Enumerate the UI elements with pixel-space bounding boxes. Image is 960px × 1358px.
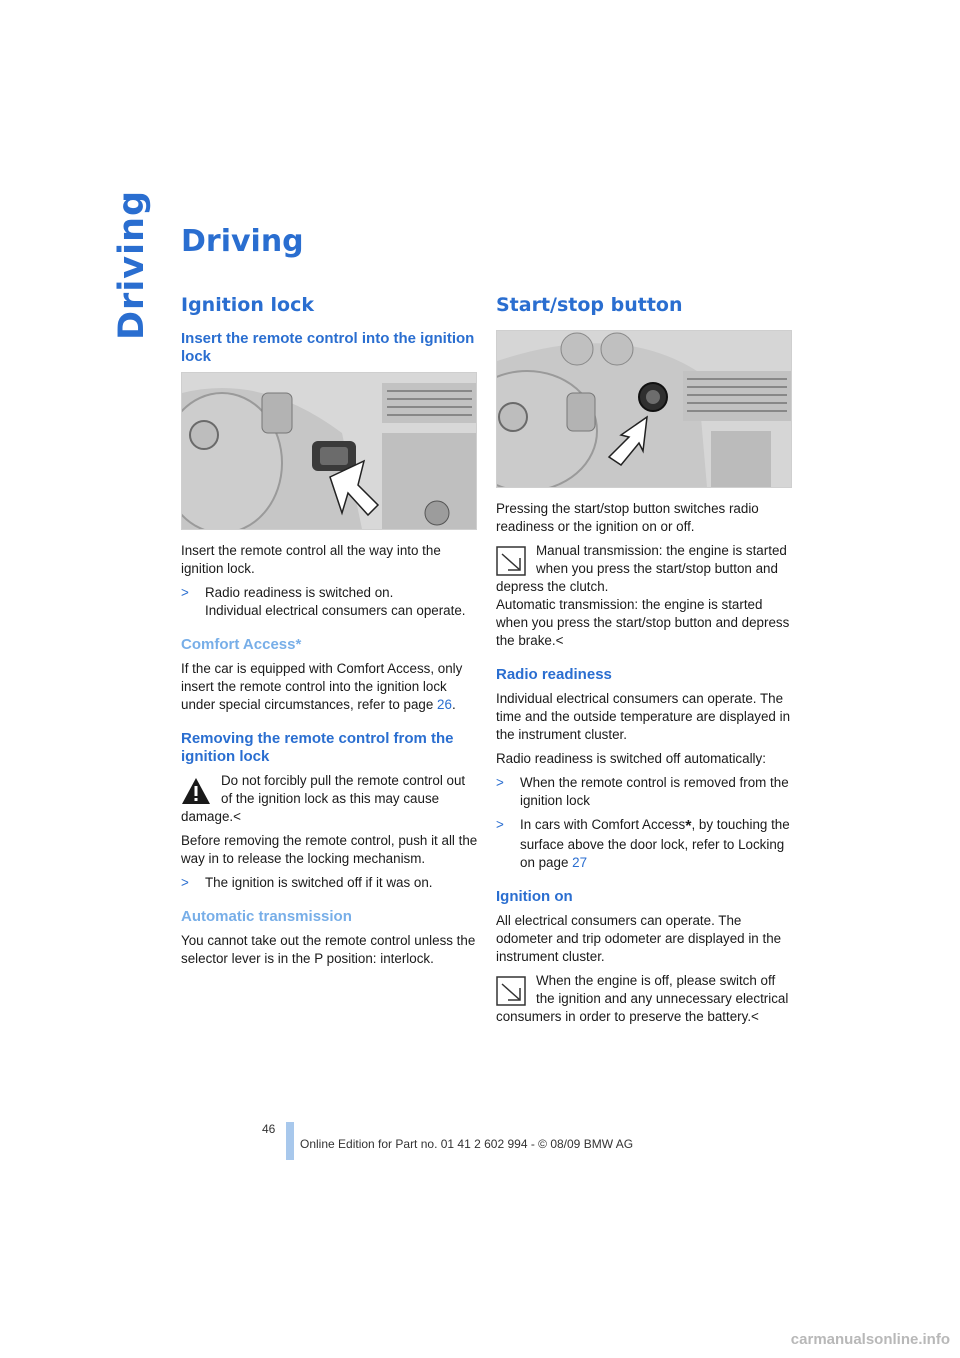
bullet-comfort-access [496,816,794,872]
subheading-ignition-on: Ignition on [496,888,573,905]
paragraph-ignition-on: All electrical consumers can operate. The odometer and trip odometer are displayed in the instrument cluster. [496,913,782,964]
page-number: 46 [262,1122,276,1136]
left-column [181,294,479,974]
bullet-ignition-off [181,874,479,892]
optional-star: * [685,818,692,835]
photo-start-stop-button [496,330,792,488]
subheading-automatic-transmission: Automatic transmission [181,908,352,925]
comfort-end: . [451,697,456,712]
paragraph-radio-readiness: Individual electrical consumers can operate. The time and the outside temperature are displayed in the instrument cluster. [496,691,791,742]
bullet-text: The ignition is switched off if it was on. [205,875,433,890]
paragraph-comfort-access [181,660,479,714]
page-link-26[interactable]: 26 [437,697,452,712]
footer-accent-bar [286,1122,294,1160]
bullet-mark: > [181,875,189,890]
bullet-text-pre: In cars with Comfort Access [520,817,686,832]
warning-triangle-icon [181,776,211,806]
bullet-text-post: , by touching the surface above the door lock, refer to Locking on page [520,817,790,870]
bullet-mark: > [181,585,189,600]
bullet-line-2: Individual electrical consumers can operate. [205,603,466,618]
photo-ignition-lock [181,372,477,530]
end-mark: < [233,809,241,824]
paragraph-automatic-transmission: You cannot take out the remote control unless the selector lever is in the P position: interlock. [181,933,476,966]
page-title: Driving [181,224,304,259]
subheading-removing-remote: Removing the remote control from the ignition lock [181,730,454,765]
warning-text: Do not forcibly pull the remote control out of the ignition lock as this may cause damage. [181,773,466,824]
note-manual-text: Manual transmission: the engine is started when you press the start/stop button and depress the clutch. [496,543,787,594]
note-battery-text: When the engine is off, please switch off the ignition and any unnecessary electrical consumers in order to preserve the battery. [496,973,789,1024]
bullet-radio-readiness [181,584,479,620]
section-heading-start-stop: Start/stop button [496,294,683,316]
comfort-text: If the car is equipped with Comfort Access, only insert the remote control into the ignition lock under special circumstances, refer to page [181,661,463,712]
watermark: carmanualsonline.info [790,1331,950,1348]
page-link-27[interactable]: 27 [572,855,588,870]
paragraph-insert-remote: Insert the remote control all the way into the ignition lock. [181,543,441,576]
section-heading-ignition-lock: Ignition lock [181,294,314,316]
side-tab-chapter: Driving [112,189,152,340]
info-note-battery [496,972,794,1026]
right-column [496,294,794,1032]
note-arrow-icon [496,976,526,1006]
bullet-line-1: Radio readiness is switched on. [205,585,394,600]
subheading-insert-remote: Insert the remote control into the ignition lock [181,330,475,365]
warning-note [181,772,479,826]
bullet-mark: > [496,817,504,832]
paragraph-start-stop: Pressing the start/stop button switches radio readiness or the ignition on or off. [496,501,759,534]
note-automatic-text: Automatic transmission: the engine is started when you press the start/stop button and depress the brake. [496,597,790,648]
footer-edition-text: Online Edition for Part no. 01 41 2 602 994 - © 08/09 BMW AG [300,1137,634,1151]
bullet-mark: > [496,775,504,790]
subheading-comfort-access: Comfort Access* [181,636,302,653]
bullet-remote-removed [496,774,794,810]
end-mark: < [555,633,564,648]
note-arrow-icon [496,546,526,576]
end-mark: < [751,1009,759,1024]
info-note-transmission [496,542,794,650]
paragraph-radio-off: Radio readiness is switched off automatically: [496,751,766,766]
paragraph-before-removing: Before removing the remote control, push it all the way in to release the locking mechanism. [181,833,478,866]
bullet-text: When the remote control is removed from the ignition lock [520,775,789,808]
subheading-radio-readiness: Radio readiness [496,666,612,683]
